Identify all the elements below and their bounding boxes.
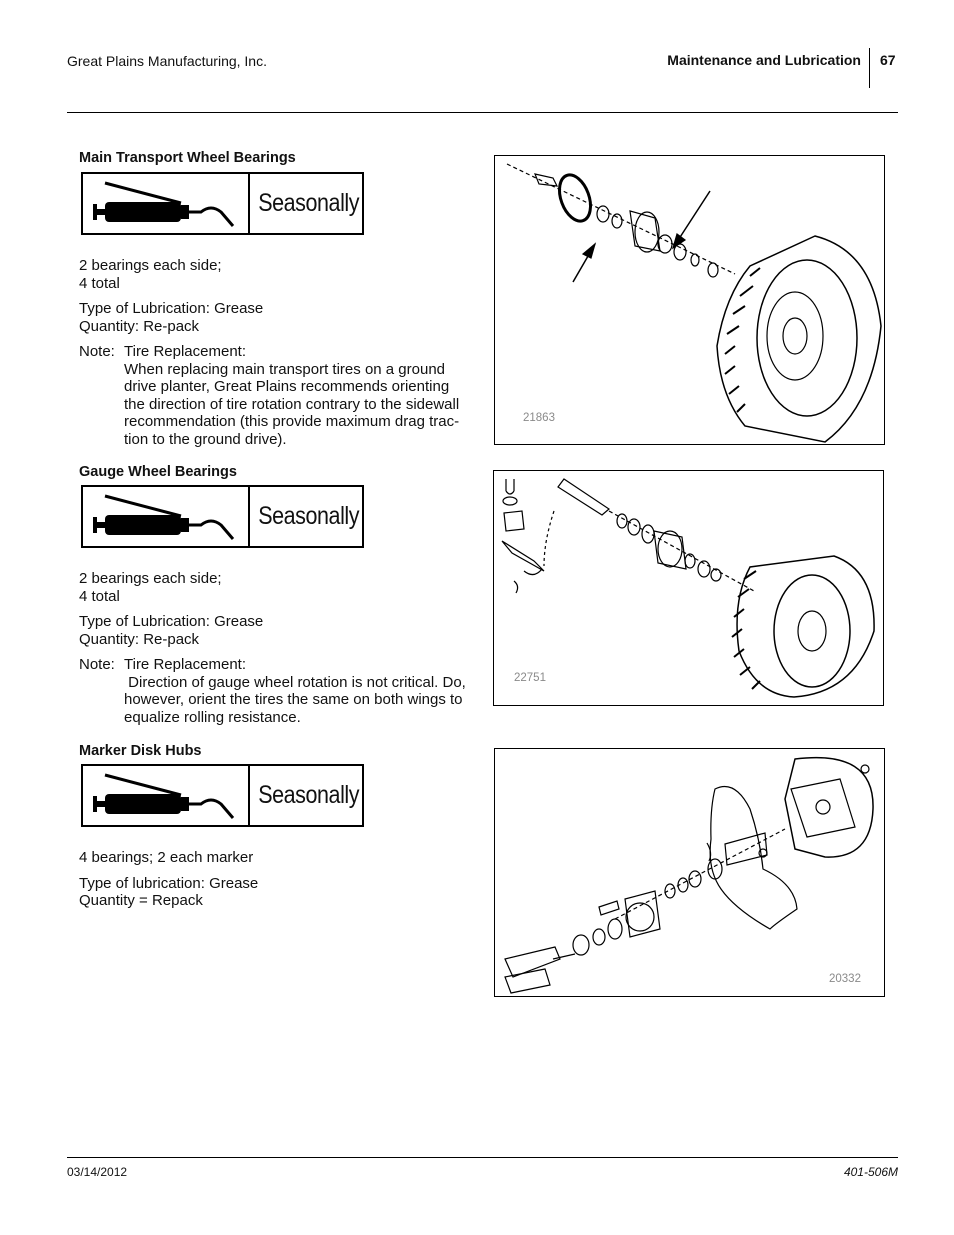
lubrication-interval: Seasonally [258,781,360,809]
lubrication-interval: Seasonally [258,502,360,530]
grease-gun-icon [83,766,250,825]
note-body [79,674,479,727]
text-line: Type of Lubrication: Grease [79,613,264,630]
text-line: Type of lubrication: Grease [79,874,259,892]
wheel-hub-exploded-drawing [495,156,884,444]
footer-doc-number: 401-506M [843,1165,898,1179]
gauge-wheel-exploded-drawing [494,471,883,705]
lubrication-interval-box [81,764,364,827]
text-line: 4 total [79,587,120,605]
note-heading: Tire Replacement: [124,343,246,360]
text-line: equalize rolling resistance. [124,708,301,726]
marker-disk-exploded-drawing [495,749,884,996]
text-line: Direction of gauge wheel rotation is not critical. Do, [124,673,466,691]
text-line: 2 bearings each side; [79,257,222,274]
section-title-main-transport: Main Transport Wheel Bearings [79,150,296,166]
lubrication-interval: Seasonally [258,189,360,217]
grease-gun-icon [83,174,250,233]
bearing-count-text [79,849,479,910]
bearing-count-text [79,570,479,726]
text-line: recommendation (this provide maximum drag trac- [124,413,460,430]
header-divider [869,48,870,88]
figure-gauge-wheel [493,470,884,706]
note [79,656,479,674]
text-line: 4 bearings; 2 each marker [79,849,254,866]
lubrication-interval-box [81,485,364,548]
footer-date: 03/14/2012 [67,1165,128,1179]
text-line: 2 bearings each side; [79,570,222,587]
text-line: the direction of tire rotation contrary to the sidewall [124,395,460,413]
text-line: Quantity: Re-pack [79,317,200,335]
section-title-marker-disk: Marker Disk Hubs [79,743,202,759]
note [79,343,479,361]
footer-rule [67,1157,898,1158]
grease-gun-icon [83,487,250,546]
figure-number: 20332 [829,973,861,985]
figure-main-transport-wheel [494,155,885,445]
header-rule [67,112,898,113]
note-body [79,361,479,449]
text-line: Quantity: Re-pack [79,630,200,648]
note-label: Note: [79,656,115,673]
text-line: tion to the ground drive). [124,430,287,448]
text-line: 4 total [79,274,120,292]
text-line: drive planter, Great Plains recommends orienting [124,378,450,395]
note-label: Note: [79,343,115,360]
text-line: Quantity = Repack [79,892,203,909]
section-title-gauge-wheel: Gauge Wheel Bearings [79,464,237,480]
figure-number: 21863 [523,412,555,424]
lubrication-interval-box [81,172,364,235]
figure-marker-disk-hub [494,748,885,997]
text-line: When replacing main transport tires on a ground [124,360,446,378]
figure-number: 22751 [514,672,546,684]
bearing-count-text [79,257,479,448]
header-section-title: Maintenance and Lubrication [667,52,861,68]
note-heading: Tire Replacement: [124,656,246,673]
text-line: Type of Lubrication: Grease [79,300,264,317]
header-company: Great Plains Manufacturing, Inc. [67,53,267,69]
text-line: however, orient the tires the same on both wings to [124,691,463,708]
page-number: 67 [880,52,896,68]
